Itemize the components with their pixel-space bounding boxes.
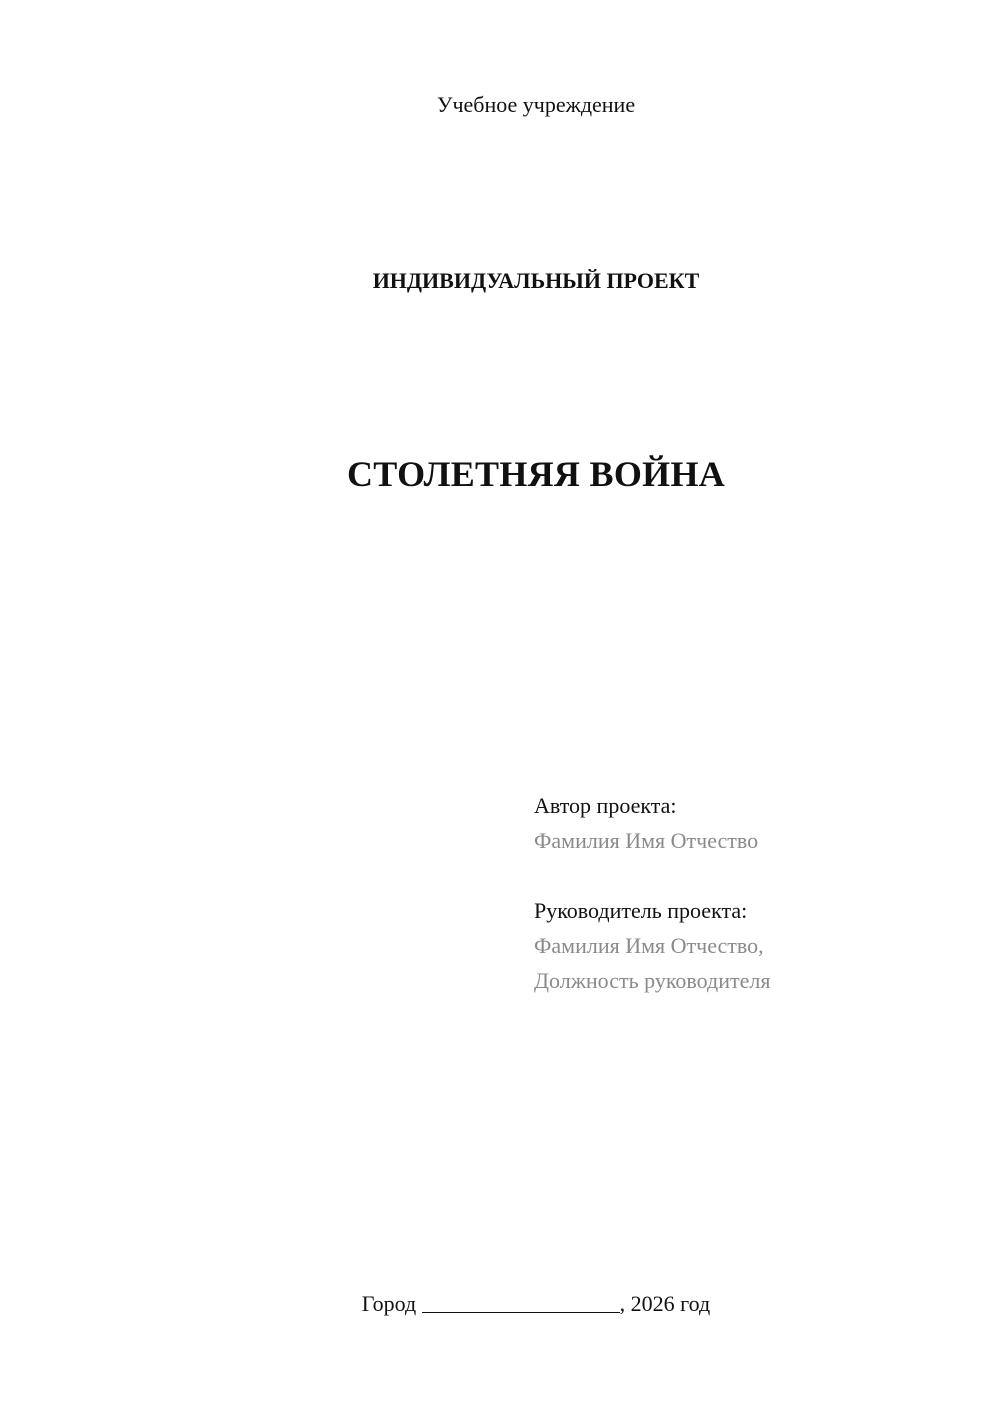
supervisor-label: Руководитель проекта: — [534, 898, 748, 923]
supervisor-name: Фамилия Имя Отчество, — [534, 933, 764, 958]
spacer — [534, 858, 770, 893]
author-name: Фамилия Имя Отчество — [534, 828, 759, 853]
project-title: СТОЛЕТНЯЯ ВОЙНА — [346, 454, 726, 494]
city-label: Город — [361, 1291, 417, 1316]
project-info-block — [534, 788, 770, 998]
institution-name: Учебное учреждение — [436, 92, 636, 117]
author-label: Автор проекта: — [534, 793, 677, 818]
document-type-heading: ИНДИВИДУАЛЬНЫЙ ПРОЕКТ — [372, 268, 700, 293]
supervisor-position: Должность руководителя — [534, 968, 771, 993]
year-text: , 2026 год — [619, 1291, 711, 1316]
city-year-line — [0, 1291, 1000, 1317]
city-blank-line — [422, 1292, 620, 1313]
